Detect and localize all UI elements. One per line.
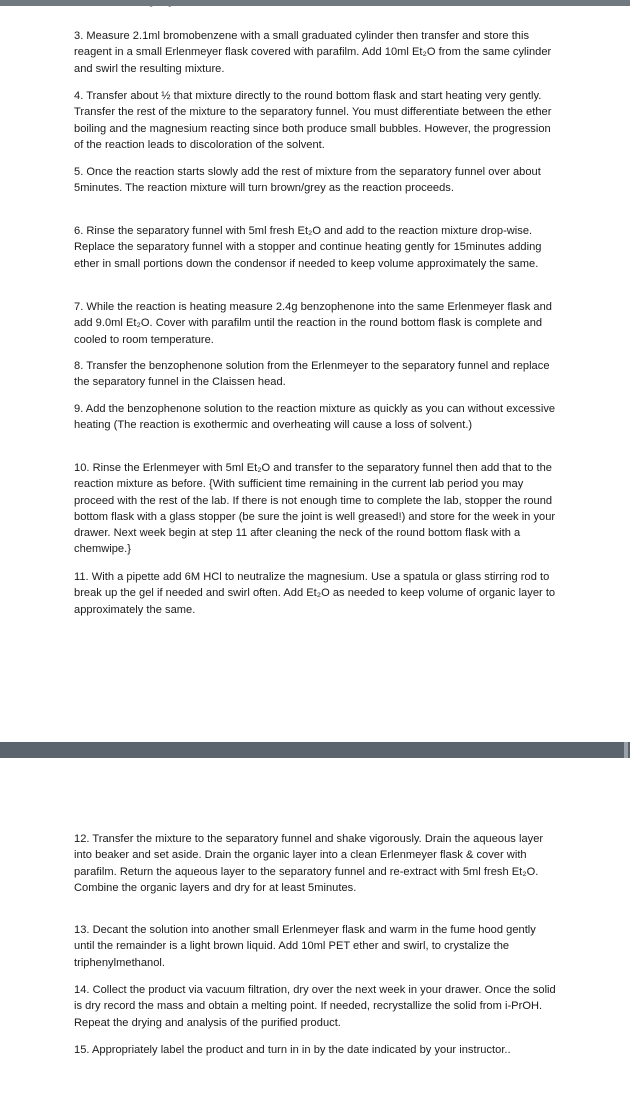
step-3: 3. Measure 2.1ml bromobenzene with a small graduated cylinder then transfer and store this reagent in a small Erlenmeyer flask covered with parafilm. Add 10ml Et₂O from the same cylinder and swirl the resulting mixture. <box>74 30 552 75</box>
step-6: 6. Rinse the separatory funnel with 5ml fresh Et₂O and add to the reaction mixture drop-wise. Replace the separatory funnel with a stopper and continue heating gently for 15minutes adding ether in small portions down the condensor if needed to keep volume approximately the same. <box>74 225 542 270</box>
step-8: 8. Transfer the benzophenone solution from the Erlenmeyer to the separatory funnel and replace the separatory funnel in the Claissen head. <box>74 360 550 389</box>
step-13: 13. Decant the solution into another small Erlenmeyer flask and warm in the fume hood gently until the remainder is a light brown liquid. Add 10ml PET ether and swirl, to crystalize the triphenylmethanol. <box>74 924 536 969</box>
step-4: 4. Transfer about ½ that mixture directly to the round bottom flask and start heating very gently. Transfer the rest of the mixture to the separatory funnel. You must differentiate between the ether boiling and the magnesium reacting since both produce small bubbles. However, the progression of the reaction leads to discoloration of the solvent. <box>74 90 552 151</box>
step-9: 9. Add the benzophenone solution to the reaction mixture as quickly as you can without excessive heating (The reaction is exothermic and overheating will cause a loss of solvent.) <box>74 403 556 432</box>
step-10: 10. Rinse the Erlenmeyer with 5ml Et₂O and transfer to the separatory funnel then add that to the reaction mixture as before. {With sufficient time remaining in the current lab period you may proceed with the rest of the lab. If there is not enough time to complete the lab, stopper the round bottom flask with a glass stopper (be sure the joint is well greased!) and store for the week in your drawer. Next week begin at step 11 after cleaning the neck of the round bottom flask with a chemwipe.} <box>74 462 556 556</box>
step-15: 15. Appropriately label the product and turn in in by the date indicated by your instructor.. <box>74 1044 511 1056</box>
page-top-edge <box>0 0 630 6</box>
step-14: 14. Collect the product via vacuum filtration, dry over the next week in your drawer. Once the solid is dry record the mass and obtain a melting point. If needed, recrystallize the solid from i-PrOH. Repeat the drying and analysis of the purified product. <box>74 984 556 1029</box>
step-12: 12. Transfer the mixture to the separatory funnel and shake vigorously. Drain the aqueous layer into beaker and set aside. Drain the organic layer into a clean Erlenmeyer flask & cover with parafilm. Return the aqueous layer to the separatory funnel and re-extract with 5ml fresh Et₂O. Combine the organic layers and dry for at least 5minutes. <box>74 833 544 894</box>
page-divider <box>0 742 630 758</box>
document-page-2 <box>0 758 630 1098</box>
step-7: 7. While the reaction is heating measure 2.4g benzophenone into the same Erlenmeyer flask and add 9.0ml Et₂O. Cover with parafilm until the reaction in the round bottom flask is complete and cooled to room temperature. <box>74 301 552 346</box>
scrollbar-edge <box>624 742 628 758</box>
step-11: 11. With a pipette add 6M HCl to neutralize the magnesium. Use a spatula or glass stirring rod to break up the gel if needed and swirl often. Add Et₂O as needed to keep volume of organic layer to approximately the same. <box>74 571 556 616</box>
step-5: 5. Once the reaction starts slowly add the rest of mixture from the separatory funnel over about 5minutes. The reaction mixture will turn brown/grey as the reaction proceeds. <box>74 166 541 195</box>
